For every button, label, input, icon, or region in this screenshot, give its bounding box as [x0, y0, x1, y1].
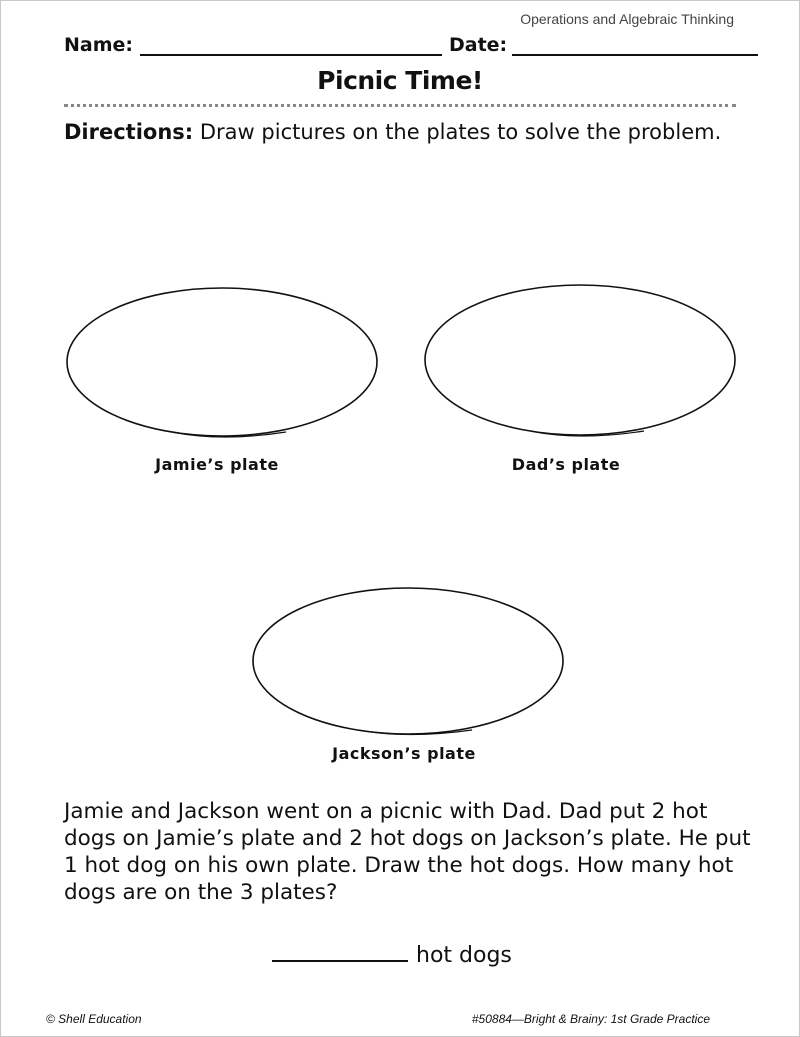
name-field[interactable]: [140, 54, 442, 56]
plate-dad-shape: [422, 282, 740, 442]
date-field[interactable]: [512, 54, 758, 56]
plate-jackson-shape: [250, 585, 568, 745]
plate-jamie[interactable]: [64, 284, 382, 444]
answer-unit: hot dogs: [416, 943, 512, 968]
footer-product: #50884—Bright & Brainy: 1st Grade Practice: [471, 1012, 710, 1026]
page-title: Picnic Time!: [317, 66, 483, 95]
directions-label: Directions:: [64, 120, 194, 144]
answer-row: [272, 940, 512, 968]
directions: [64, 118, 744, 146]
footer-copyright: © Shell Education: [46, 1012, 142, 1026]
plate-label-dad: Dad’s plate: [511, 455, 621, 474]
directions-text: Draw pictures on the plates to solve the problem.: [193, 120, 722, 144]
plate-dad[interactable]: [422, 282, 740, 442]
name-date-row: [64, 34, 764, 60]
answer-blank[interactable]: [272, 940, 408, 962]
section-header: Operations and Algebraic Thinking: [520, 11, 734, 27]
word-problem: Jamie and Jackson went on a picnic with Dad. Dad put 2 hot dogs on Jamie’s plate and 2 hot dogs on Jackson’s plate. He put 1 hot dog on his own plate. Draw the hot dogs. How many hot dogs are on the 3 plates?: [64, 799, 751, 905]
plate-jamie-shape: [64, 284, 382, 444]
plate-label-jackson: Jackson’s plate: [332, 744, 476, 763]
plate-label-jamie: Jamie’s plate: [155, 455, 279, 474]
name-label: Name:: [64, 34, 134, 56]
dotted-divider: [64, 104, 736, 107]
date-label: Date:: [449, 34, 508, 56]
plate-jackson[interactable]: [250, 585, 568, 745]
